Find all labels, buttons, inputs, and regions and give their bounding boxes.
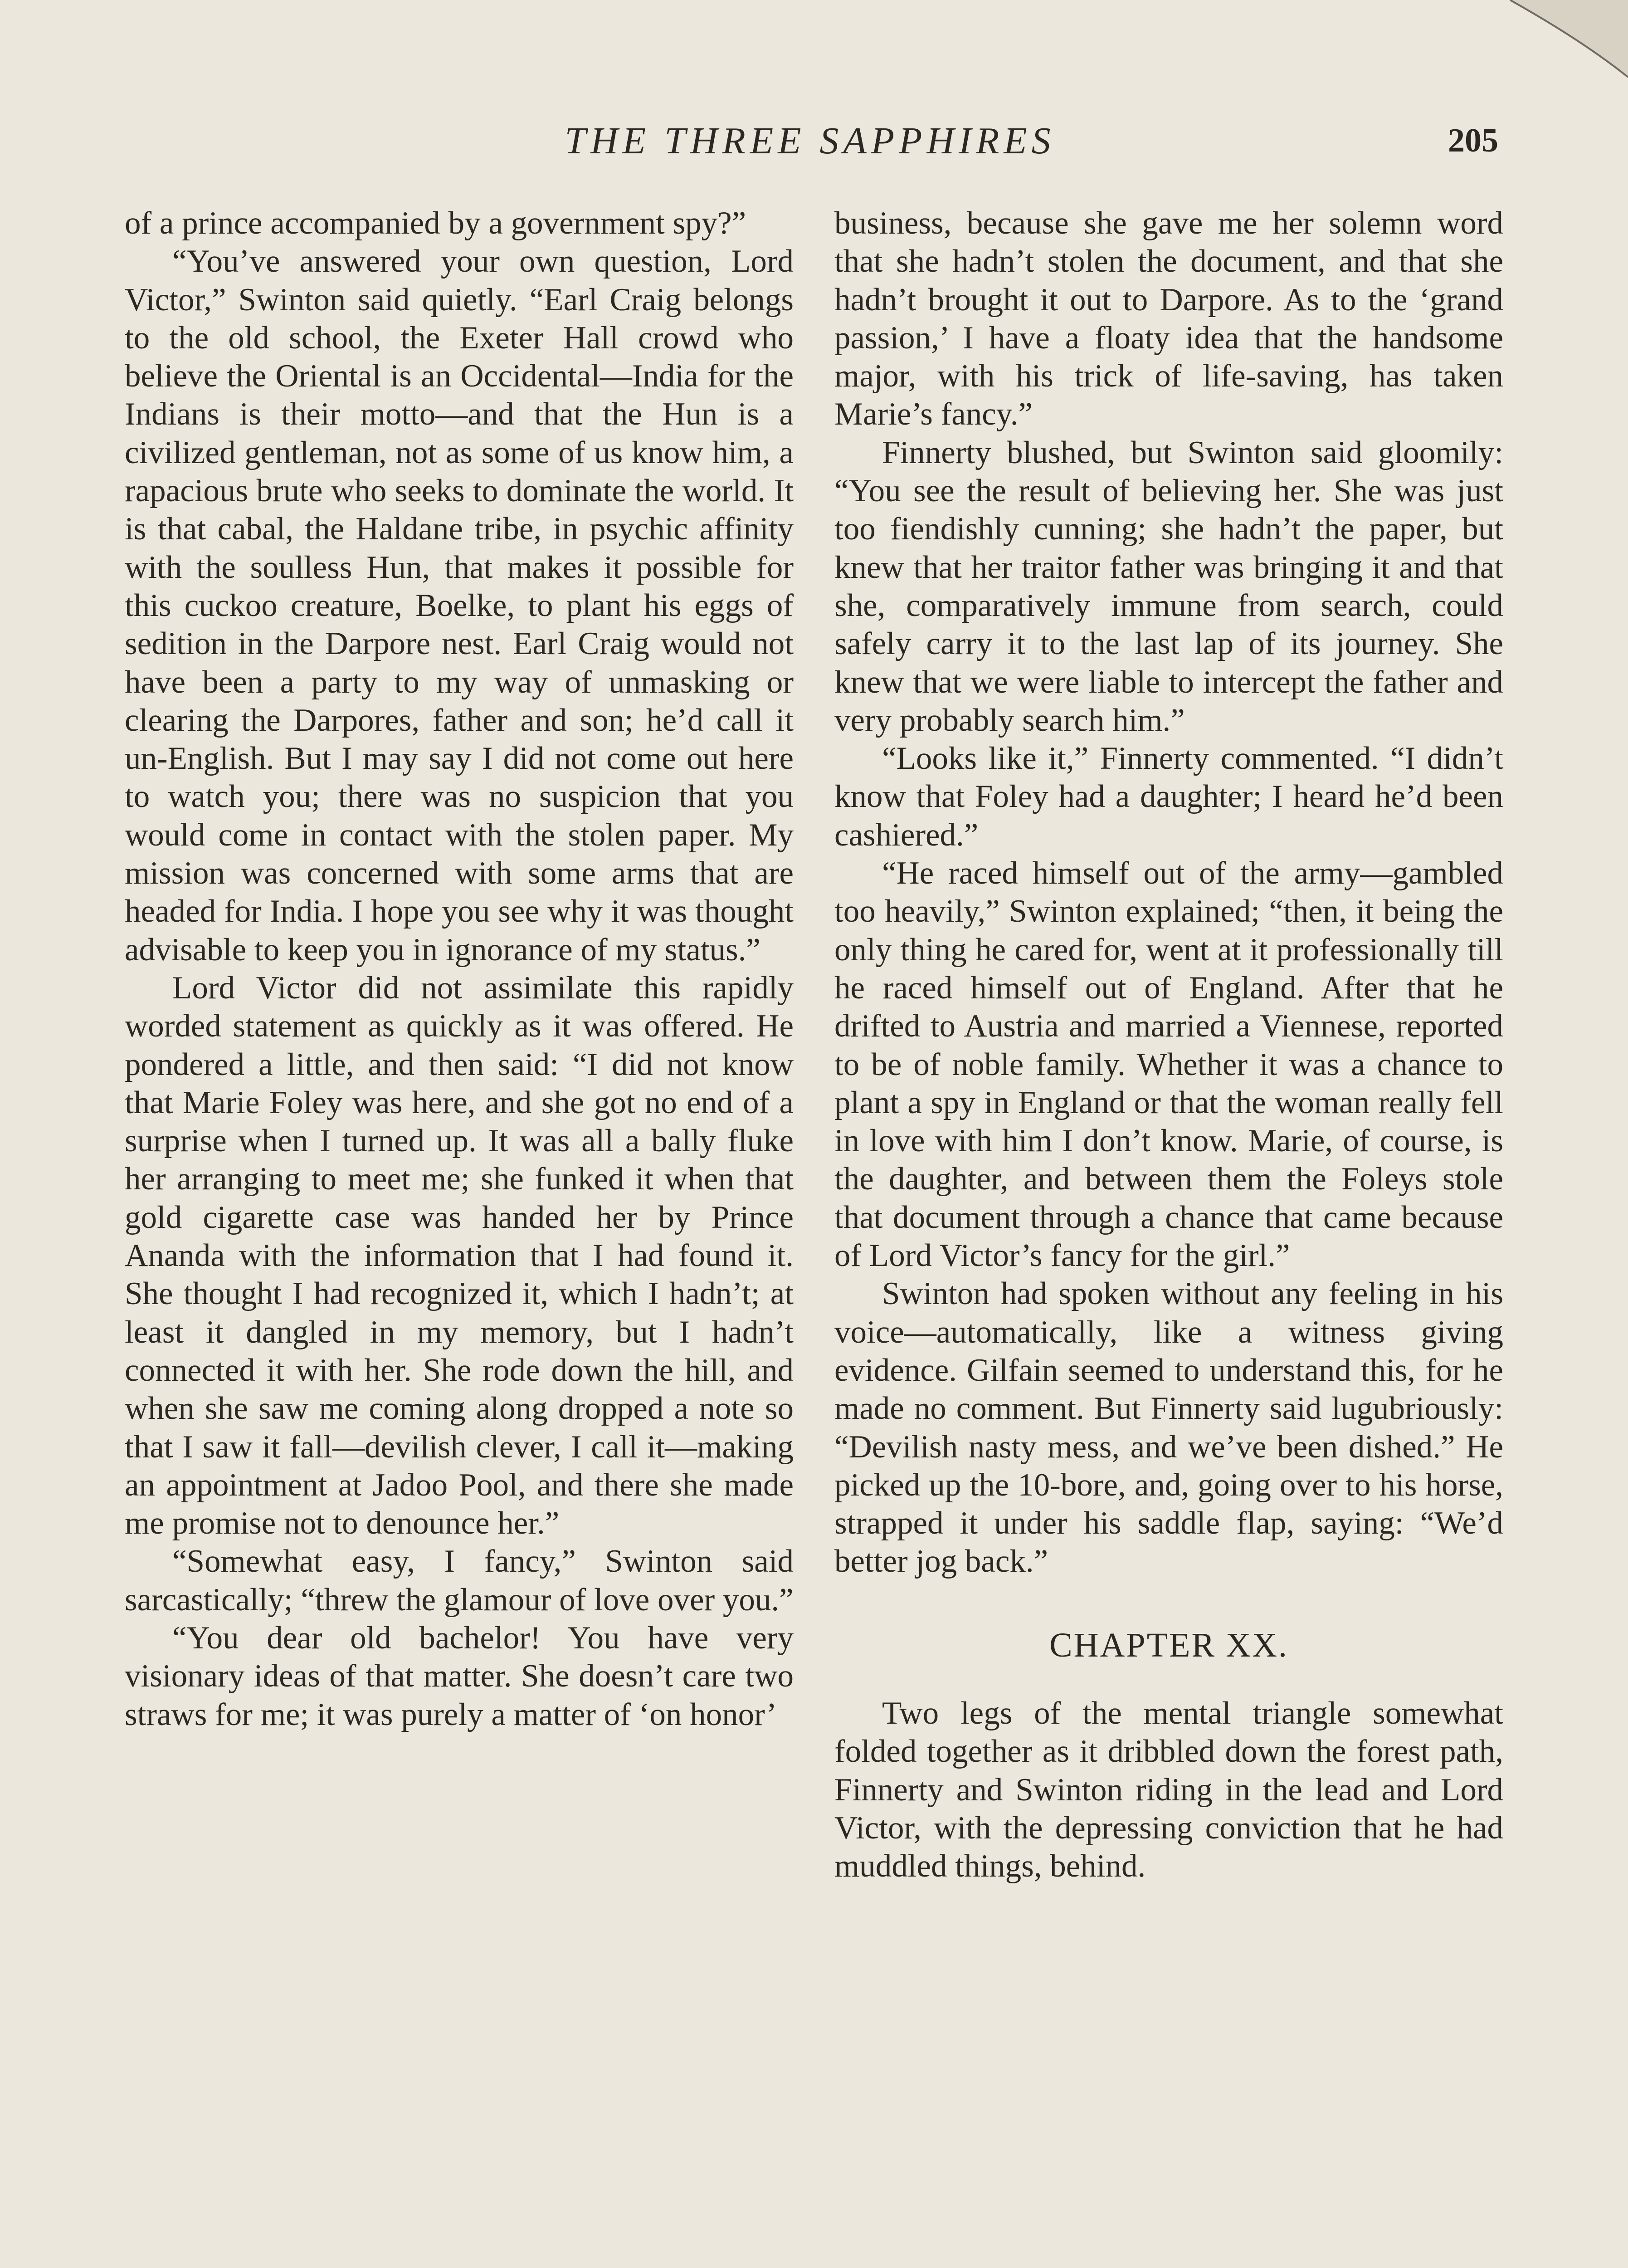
paragraph: business, because she gave me her solemn word that she hadn’t stolen the document, and that she hadn’t brought it out to Darpore. As to the ‘grand passion,’ I have a floaty idea that the handsome major, with his trick of life-saving, has taken Marie’s fancy.” xyxy=(834,205,1503,432)
paragraph: Lord Victor did not assimilate this rapidly worded statement as quickly as it was offered. He pondered a little, and then said: “I did not know that Marie Foley was here, and she got no end of a surprise when I turned up. It was all a bally fluke her arranging to meet me; she funked it when that gold cigarette case was handed her by Prince Ananda with the information that I had found it. She thought I had recognized it, which I hadn’t; at least it dangled in my memory, but I hadn’t connected it with her. She rode down the hill, and when she saw me coming along dropped a note so that I saw it fall—devilish clever, I call it—making an appointment at Jadoo Pool, and there she made me promise not to denounce her.” xyxy=(125,970,794,1541)
paragraph: Two legs of the mental triangle somewhat folded together as it dribbled down the forest path, Finnerty and Swinton riding in the lead and Lord Victor, with the depressing conviction that he had muddled things, behind. xyxy=(834,1695,1503,1884)
paragraph: of a prince accompanied by a government spy?” xyxy=(125,205,746,241)
paragraph: “He raced himself out of the army—gambled too heavily,” Swinton explained; “then, it being the only thing he cared for, went at it professionally till he raced himself out of England. After that he drifted to Austria and married a Viennese, reported to be of noble family. Whether it was a chance to plant a spy in England or that the woman really fell in love with him I don’t know. Marie, of course, is the daughter, and between them the Foleys stole that document through a chance that came because of Lord Victor’s fancy for the girl.” xyxy=(834,855,1503,1274)
page-number: 205 xyxy=(1448,122,1498,159)
page-header xyxy=(122,119,1498,169)
right-column xyxy=(834,204,1503,1885)
left-column xyxy=(125,204,794,1734)
paragraph: Swinton had spoken without any feeling in his voice—automatically, like a witness giving evidence. Gilfain seemed to understand this, for he made no comment. But Finnerty said lugubriously: “Devilish nasty mess, and we’ve been dished.” He picked up the 10-bore, and, going over to his horse, strapped it under his saddle flap, saying: “We’d better jog back.” xyxy=(834,1276,1503,1579)
chapter-heading: CHAPTER XX. xyxy=(1049,1626,1289,1664)
paragraph: “You’ve answered your own question, Lord Victor,” Swinton said quietly. “Earl Craig belongs to the old school, the Exeter Hall crowd who believe the Oriental is an Occidental—India for the Indians is their motto—and that the Hun is a civilized gentleman, not as some of us know him, a rapacious brute who seeks to dominate the world. It is that cabal, the Haldane tribe, in psychic affinity with the soulless Hun, that makes it possible for this cuckoo creature, Boelke, to plant his eggs of sedition in the Darpore nest. Earl Craig would not have been a party to my way of unmasking or clearing the Darpores, father and son; he’d call it un-English. But I may say I did not come out here to watch you; there was no suspicion that you would come in contact with the stolen paper. My mission was concerned with some arms that are headed for India. I hope you see why it was thought advisable to keep you in ignorance of my status.” xyxy=(125,244,794,968)
running-title: THE THREE SAPPHIRES xyxy=(565,120,1055,162)
paragraph: “Looks like it,” Finnerty commented. “I didn’t know that Foley had a daughter; I heard he’d been cashiered.” xyxy=(834,741,1503,853)
paragraph: Finnerty blushed, but Swinton said gloomily: “You see the result of believing her. She was just too fiendishly cunning; she hadn’t the paper, but knew that her traitor father was bringing it and that she, comparatively immune from search, could safely carry it to the last lap of its journey. She knew that we were liable to intercept the father and very probably search him.” xyxy=(834,435,1503,738)
paragraph: “Somewhat easy, I fancy,” Swinton said sarcastically; “threw the glamour of love over you.” xyxy=(125,1544,794,1618)
paragraph: “You dear old bachelor! You have very visionary ideas of that matter. She doesn’t care two straws for me; it was purely a matter of ‘on honor’ xyxy=(125,1620,794,1732)
page-corner-crease xyxy=(1492,0,1628,136)
